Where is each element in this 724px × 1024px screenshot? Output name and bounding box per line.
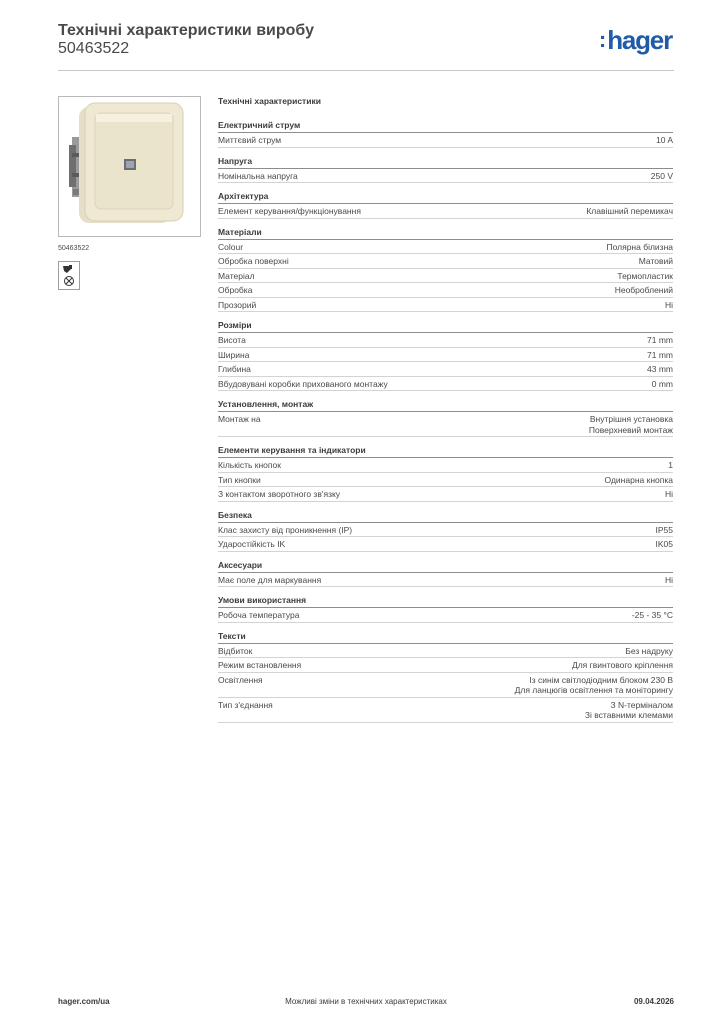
spec-value-line: IK05: [655, 539, 673, 549]
spec-value-line: Ні: [664, 299, 673, 310]
spec-value-line: Поверхневий монтаж: [588, 424, 673, 435]
product-photo: [59, 97, 200, 236]
footer-date: 09.04.2026: [633, 997, 674, 1006]
spec-value: [665, 300, 673, 311]
spec-value-line: Внутрішня установка: [589, 414, 673, 424]
spec-row: [218, 537, 673, 552]
spec-label: Ширина: [218, 349, 250, 360]
spec-value-line: Одинарна кнопка: [604, 474, 673, 485]
spec-value: [625, 646, 673, 657]
spec-label: Режим встановлення: [218, 660, 302, 670]
specifications-heading: Технічні характеристики: [218, 96, 321, 106]
spec-value: [647, 350, 673, 361]
spec-group-title: Елементи керування та індикатори: [218, 445, 673, 458]
footer-disclaimer: Можливі зміни в технічних характеристиках: [285, 997, 447, 1006]
spec-row: [218, 458, 673, 473]
spec-row: [218, 698, 673, 723]
spec-label: Глибина: [218, 364, 251, 374]
page-footer: [58, 997, 674, 1011]
spec-value: [668, 460, 673, 471]
spec-label: Прозорий: [218, 299, 257, 310]
spec-value: [585, 700, 673, 721]
spec-value: [656, 525, 674, 536]
spec-label: Кількість кнопок: [218, 460, 281, 470]
spec-value-line: Термопластик: [617, 270, 673, 281]
spec-group: [218, 120, 673, 148]
spec-label: Матеріал: [218, 270, 255, 281]
spec-row: [218, 608, 673, 623]
spec-label: Монтаж на: [218, 414, 261, 424]
spec-value-line: IP55: [655, 524, 673, 535]
spec-group-title: Архітектура: [218, 191, 673, 204]
spec-group-title: Умови використання: [218, 595, 673, 608]
logo-text: hager: [607, 25, 672, 55]
spec-row: [218, 283, 673, 298]
spec-group-title: Електричний струм: [218, 120, 673, 133]
spec-label: Тип кнопки: [218, 474, 261, 485]
spec-group: [218, 399, 673, 437]
spec-row: [218, 254, 673, 269]
spec-group-title: Напруга: [218, 156, 673, 169]
document-title: Технічні характеристики виробу: [58, 22, 314, 39]
spec-value: [651, 171, 673, 182]
spec-label: Освітлення: [218, 674, 263, 685]
spec-value: [605, 475, 673, 486]
spec-label: Миттєвий струм: [218, 135, 282, 145]
spec-value-line: 71 mm: [647, 335, 673, 345]
spec-value: [586, 206, 673, 217]
spec-group: [218, 227, 673, 313]
spec-row: [218, 644, 673, 659]
spec-row: [218, 487, 673, 502]
spec-row: [218, 523, 673, 538]
image-caption: 50463522: [58, 245, 90, 252]
spec-value-line: Зі вставними клемами: [584, 710, 673, 720]
spec-group-title: Безпека: [218, 510, 673, 523]
spec-value: [647, 335, 673, 346]
spec-group: [218, 156, 673, 184]
spec-value: [652, 379, 673, 390]
spec-label: Номінальна напруга: [218, 170, 298, 181]
spec-value-line: 10 A: [655, 135, 673, 145]
spec-label: Висота: [218, 335, 246, 345]
spec-value: [617, 271, 673, 282]
spec-row: [218, 333, 673, 348]
spec-label: Тип з'єднання: [218, 699, 273, 710]
spec-row: [218, 673, 673, 698]
page-header: [58, 22, 674, 71]
spec-row: [218, 377, 673, 392]
spec-group-title: Тексти: [218, 631, 673, 644]
spec-value-line: Ні: [664, 574, 673, 585]
spec-group: [218, 191, 673, 219]
spec-group: [218, 560, 673, 588]
spec-label: З контактом зворотного зв'язку: [218, 489, 341, 499]
spec-row: [218, 473, 673, 488]
spec-value: [656, 135, 673, 146]
spec-value: [656, 539, 674, 550]
spec-value-line: 1: [668, 460, 673, 470]
spec-row: [218, 133, 673, 148]
spec-value-line: 250 V: [650, 170, 673, 181]
spec-row: [218, 658, 673, 673]
spec-value-line: Матовий: [638, 256, 673, 266]
spec-row: [218, 412, 673, 437]
usage-pictogram-icon: [58, 261, 80, 290]
spec-groups: [218, 120, 673, 723]
spec-row: [218, 240, 673, 255]
spec-group: [218, 631, 673, 723]
spec-label: Відбиток: [218, 645, 253, 656]
spec-row: [218, 348, 673, 363]
spec-label: Обробка поверхні: [218, 256, 289, 266]
spec-value-line: Без надруку: [625, 645, 673, 656]
spec-group-title: Розміри: [218, 320, 673, 333]
spec-value-line: З N-терміналом: [610, 699, 673, 710]
spec-value: [572, 660, 673, 671]
spec-row: [218, 362, 673, 377]
spec-value-line: Із синім світлодіодним блоком 230 В: [529, 674, 673, 685]
spec-value-line: Клавішний перемикач: [586, 206, 673, 216]
spec-value-line: -25 - 35 °C: [631, 610, 673, 620]
spec-group: [218, 595, 673, 623]
spec-label: Ударостійкість IK: [218, 539, 286, 549]
spec-label: Обробка: [218, 285, 253, 295]
spec-value: [589, 414, 673, 435]
spec-row: [218, 269, 673, 284]
spec-value-line: 71 mm: [647, 349, 673, 360]
spec-label: Робоча температура: [218, 610, 300, 620]
spec-row: [218, 298, 673, 313]
spec-value: [615, 285, 673, 296]
spec-label: Елемент керування/функціонування: [218, 206, 361, 216]
spec-group: [218, 510, 673, 552]
spec-group-title: Аксесуари: [218, 560, 673, 573]
spec-row: [218, 573, 673, 588]
footer-site-link[interactable]: hager.com/ua: [58, 997, 110, 1006]
spec-value: [632, 610, 673, 621]
spec-value-line: Ні: [664, 489, 673, 499]
spec-row: [218, 204, 673, 219]
spec-group: [218, 320, 673, 391]
hager-logo[interactable]: :hager: [598, 25, 672, 55]
spec-group-title: Матеріали: [218, 227, 673, 240]
spec-value: [639, 256, 673, 267]
spec-value: [647, 364, 673, 375]
spec-value-line: Полярна білизна: [606, 241, 673, 252]
spec-value-line: Для ланцюгів освітлення та моніторингу: [514, 685, 673, 695]
spec-value-line: Необроблений: [614, 285, 673, 295]
spec-row: [218, 169, 673, 184]
spec-value: [606, 242, 673, 253]
spec-value: [515, 675, 673, 696]
spec-group: [218, 445, 673, 502]
spec-value: [665, 489, 673, 500]
specifications-table: [218, 96, 673, 731]
product-code: 50463522: [58, 40, 130, 57]
spec-value: [665, 575, 673, 586]
spec-label: Colour: [218, 241, 244, 252]
spec-value-line: 0 mm: [651, 378, 673, 389]
spec-label: Має поле для маркування: [218, 574, 322, 585]
spec-group-title: Установлення, монтаж: [218, 399, 673, 412]
spec-value-line: Для гвинтового кріплення: [571, 660, 673, 670]
spec-value-line: 43 mm: [647, 364, 673, 374]
spec-label: Клас захисту від проникнення (IP): [218, 524, 353, 535]
product-switch-image: [58, 96, 201, 237]
spec-label: Вбудовувані коробки прихованого монтажу: [218, 378, 388, 389]
